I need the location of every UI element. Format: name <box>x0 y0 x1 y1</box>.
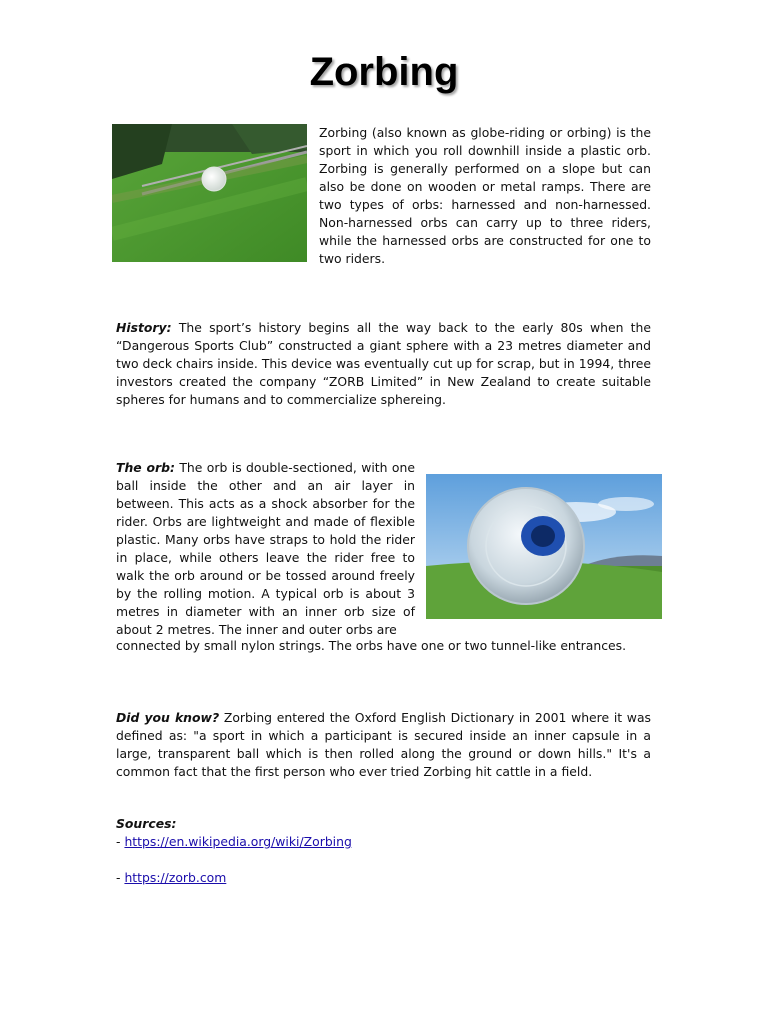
orb-text: The orb is double-sectioned, with one ball inside the other and an air layer in between. This acts as a shock absorber for the rider. Orbs are lightweight and made of flexible plastic. Many orbs have straps to hold the rider in place, while others leave the rider free to walk the orb around or be tossed around freely by the rolling motion. A typical orb is about 3 metres in diameter with an inner orb size of about 2 metres. The inner and outer orbs are <box>116 460 415 637</box>
intro-paragraph: Zorbing (also known as globe-riding or orbing) is the sport in which you roll downhill inside a plastic orb. Zorbing is generally performed on a slope but can also be done on wooden or metal ramps. There are two types of orbs: harnessed and non-harnessed. Non-harnessed orbs can carry up to three riders, while the harnessed orbs are constructed for one to two riders. <box>319 125 651 266</box>
source-item-1 <box>116 833 352 851</box>
sources-heading <box>116 815 176 833</box>
source-link-wikipedia[interactable]: https://en.wikipedia.org/wiki/Zorbing <box>124 834 352 849</box>
orb-label: The orb: <box>116 460 175 475</box>
did-you-know-section <box>116 709 651 781</box>
zorb-orb-photo <box>426 474 662 619</box>
orb-section <box>116 459 415 639</box>
zorb-orb-image <box>426 474 662 619</box>
source-item-2 <box>116 869 226 887</box>
page-title: Zorbing <box>309 50 459 94</box>
did-you-know-text: Zorbing entered the Oxford English Dictionary in 2001 where it was defined as: "a sport in which a participant is secured inside an inner capsule in a large, transparent ball which is then rolled along the ground or down hills." It's a common fact that the first person who ever tried Zorbing hit cattle in a field. <box>116 710 651 779</box>
zorb-hill-photo <box>112 124 307 262</box>
sources-label: Sources: <box>116 816 177 831</box>
source-link-zorb[interactable]: https://zorb.com <box>124 870 227 885</box>
zorb-hill-image <box>112 124 307 262</box>
history-text: The sport’s history begins all the way back to the early 80s when the “Dangerous Sports Club” constructed a giant sphere with a 23 metres diameter and two deck chairs inside. This device was eventually cut up for scrap, but in 1994, three investors created the company “ZORB Limited” in New Zealand to create suitable spheres for humans and to commercialize sphereing. <box>116 320 651 407</box>
did-you-know-label: Did you know? <box>116 710 220 725</box>
source-prefix: - <box>116 870 121 885</box>
history-label: History: <box>116 320 172 335</box>
orb-text-continued: connected by small nylon strings. The orbs have one or two tunnel-like entrances. <box>116 638 627 653</box>
history-section <box>116 319 651 409</box>
source-prefix: - <box>116 834 121 849</box>
